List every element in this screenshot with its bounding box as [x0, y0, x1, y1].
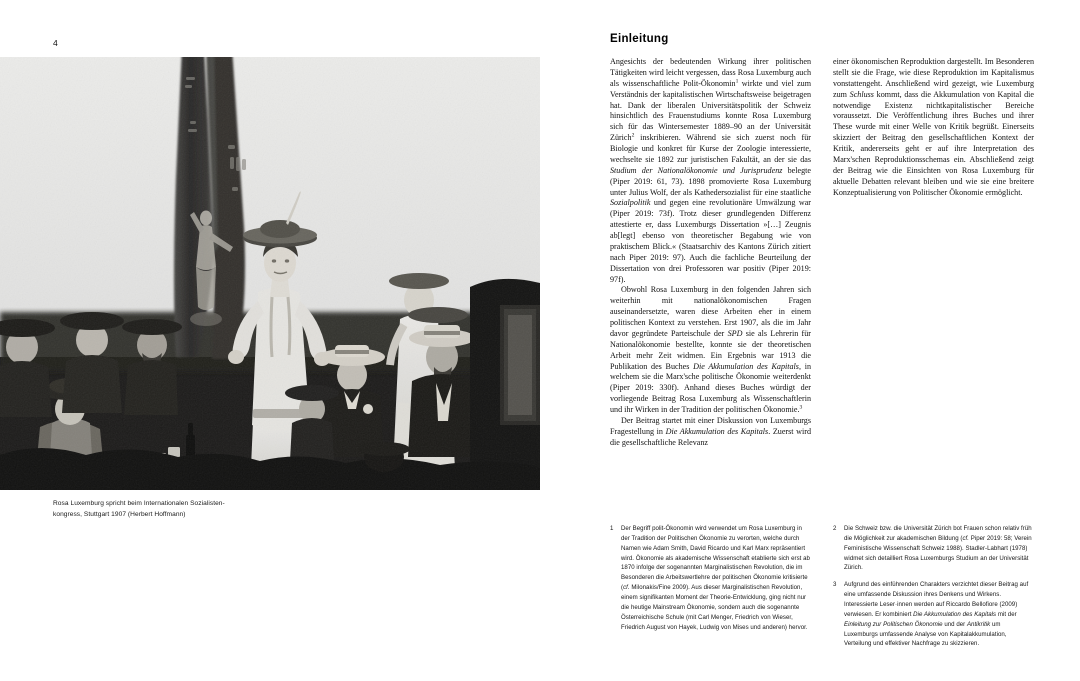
paragraph-2: Obwohl Rosa Luxemburg in den folgenden Jahren sich weiterhin mit nationalökonomischen Fragen auseinandersetzte, waren diese Arbeiten eher in einem politischen Kontext zu verstehen. Erst 1907, als die im Jahr davor gegründete Parteischule der SPD sie als Lehrerin für Nationalökonomie bestellte, konnte sie der theoretischen Arbeit mehr Zeit widmen. Ein Ergebnis war 1913 die Publikation des Buches Die Akkumulation des Kapitals, in welchem sie die Marx'sche politische Ökonomie weiterdenkt (Piper 2019: 330f). Anhand dieses Buches würdigt der vorliegende Beitrag Rosa Luxemburg als Wissenschaftlerin und ihr Wirken in der Tradition der politischen Ökonomie.$^3$: [610, 285, 812, 414]
footnote-text: Der Begriff polit-Ökonomin wird verwendet um Rosa Luxemburg in der Tradition der Politischen Ökonomie zu verorten, welche durch Namen wie Adam Smith, David Ricardo und Karl Marx repräsentiert wird. Ökonomie als akademische Wissenschaft etablierte sich erst ab 1870 infolge der sogenannten Marginalistischen Revolution, die im Besonderen die Arbeitswertlehre der politischen Ökonomie kritisierte (cf. Milonakis/Fine 2009). Aus dieser Marginalistischen Revolution, einem signifikanten Moment der Theorie-Entwicklung, ging nicht nur die heutige Mainstream Ökonomie, sondern auch die sogenannte Österreichische Schule (mit Carl Menger, Friedrich von Wieser, Friedrich August von Hayek, Ludwig von Mises und anderen) hervor.: [621, 525, 810, 631]
right-page: [540, 0, 1080, 681]
italic-title-akkumulation-2: Die Akkumulation des Kapitals: [665, 426, 769, 436]
page-number: 4: [53, 38, 58, 48]
italic-title-studium: Studium der Nationalökonomie und Jurisprudenz: [610, 165, 783, 175]
footnote-ref-1[interactable]: 1: [735, 78, 739, 85]
caption-line-1: Rosa Luxemburg spricht beim Internationalen Sozialisten-: [53, 500, 225, 507]
italic-schluss: Schluss: [849, 89, 874, 99]
footnote-column-1: [610, 524, 811, 656]
body-text: [610, 57, 1035, 497]
text-column-1: [610, 57, 811, 497]
footnote-3: [833, 580, 1034, 649]
caption-line-2: kongress, Stuttgart 1907 (Herbert Hoffmann): [53, 510, 186, 518]
italic-sozialpolitik: Sozialpolitik: [610, 198, 651, 208]
footnote-2: [833, 524, 1034, 573]
image-caption: [53, 499, 333, 521]
footnote-1: [610, 524, 811, 632]
photograph: [0, 57, 540, 490]
page-title: Einleitung: [610, 33, 669, 45]
footnote-column-2: [833, 524, 1034, 656]
paragraph-3: Der Beitrag startet mit einer Diskussion von Luxemburgs Fragestellung in Die Akkumulation des Kapitals. Zuerst wird die gesellschaftliche Relevanz: [610, 415, 811, 447]
italic-title-akkumulation: Die Akkumulation des Kapitals: [693, 361, 799, 371]
footnotes-area: [610, 524, 1035, 656]
footnote-text: Die Schweiz bzw. die Universität Zürich bot Frauen schon relativ früh die Möglichkeit zur akademischen Bildung (cf. Piper 2019: 58; Verein Feministische Wissenschaft Schweiz 1988). Stadler-Labhart (1978) widmet sich detailliert Rosa Luxemburgs Studium an der Universität Zürich.: [844, 525, 1032, 572]
footnote-number: 3: [833, 581, 837, 589]
italic-spd: SPD: [727, 328, 743, 338]
footnote-number: 1: [610, 525, 614, 532]
paragraph-4: einer ökonomischen Reproduktion dargestellt. Im Besonderen stellt sie die Frage, wie diese Reproduktion im Kapitalismus vonstattengeht. Anschließend wird gezeigt, wie Luxemburg zum Schluss kommt, dass die Akkumulation von Kapital die notwendige Existenz nichtkapitalistischer Bereiche voraussetzt. Die Veröffentlichung ihres Buches und ihrer These wurde mit einer Welle von Kritik begrüßt. Einerseits skizziert der Beitrag den gesellschaftlichen Kontext der Kritik, andererseits geht er auf ihre Interpretation des Marx'schen Reproduktionsschemas ein. Abschließend zeigt der Beitrag wie die Einsichten von Rosa Luxemburg für aktuelle Debatten relevant bleiben und wie sie eine breitere Konzeptualisierung von Politischer Ökonomie ermöglicht.: [833, 57, 1034, 197]
photograph-image: [0, 57, 540, 490]
text-column-2: [833, 57, 1034, 497]
footnote-ref-2[interactable]: 2: [631, 132, 635, 139]
footnote-ref-3[interactable]: 3: [799, 404, 803, 411]
footnote-text: Aufgrund des einführenden Charakters verzichtet dieser Beitrag auf eine umfassende Diskussion ihres Denkens und Wirkens. Interessierte Leser·innen werden auf Riccardo Bellofiore (2009) verwiesen. Er kombiniert Die Akkumulation des Kapitals mit der Einleitung zur Politischen Ökonomie und der Antikritik um Luxemburgs umfassende Analyse von Kapitalakkumulation, Verteilung und effektiver Nachfrage zu skizzieren.: [844, 581, 1029, 648]
paragraph-1: Angesichts der bedeutenden Wirkung ihrer politischen Tätigkeiten wird leicht vergessen, dass Rosa Luxemburg auch als wissenschaftliche Polit-Ökonomin$^1$ wirkte und viel zum Verständnis der kapitalistischen Wirtschaftsweise beigetragen hat. Dank der liberalen Universitätspolitik der Schweiz hinsichtlich des Frauenstudiums konnte Rosa Luxemburg sich für das Wintersemester 1889–90 an der Universität Zürich$^2$ inskribieren. Während sie sich zuerst noch für Biologie und konkret für Kurse der Zoologie interessierte, wechselte sie 1892 zur juristischen Fakultät, an der sie das Studium der Nationalökonomie und Jurisprudenz belegte (Piper 2019: 61, 73). 1898 promovierte Rosa Luxemburg unter Julius Wolf, der als Kathedersozialist für eine staatliche Sozialpolitik und gegen eine revolutionäre Umwälzung war (Piper 2019: 73f). Trotz dieser grundlegenden Differenz attestierte er, dass Luxemburgs Dissertation »[…] Zeugnis ab[legt] ebenso von theoretischer Begabung wie von praktischem Blick.« (Staatsarchiv des Kantons Zürich zitiert nach Piper 2019: 97). Auch die fachliche Beurteilung der Dissertation von drei Professoren war positiv (Piper 2019: 97f).: [610, 57, 811, 284]
footnote-number: 2: [833, 525, 837, 532]
